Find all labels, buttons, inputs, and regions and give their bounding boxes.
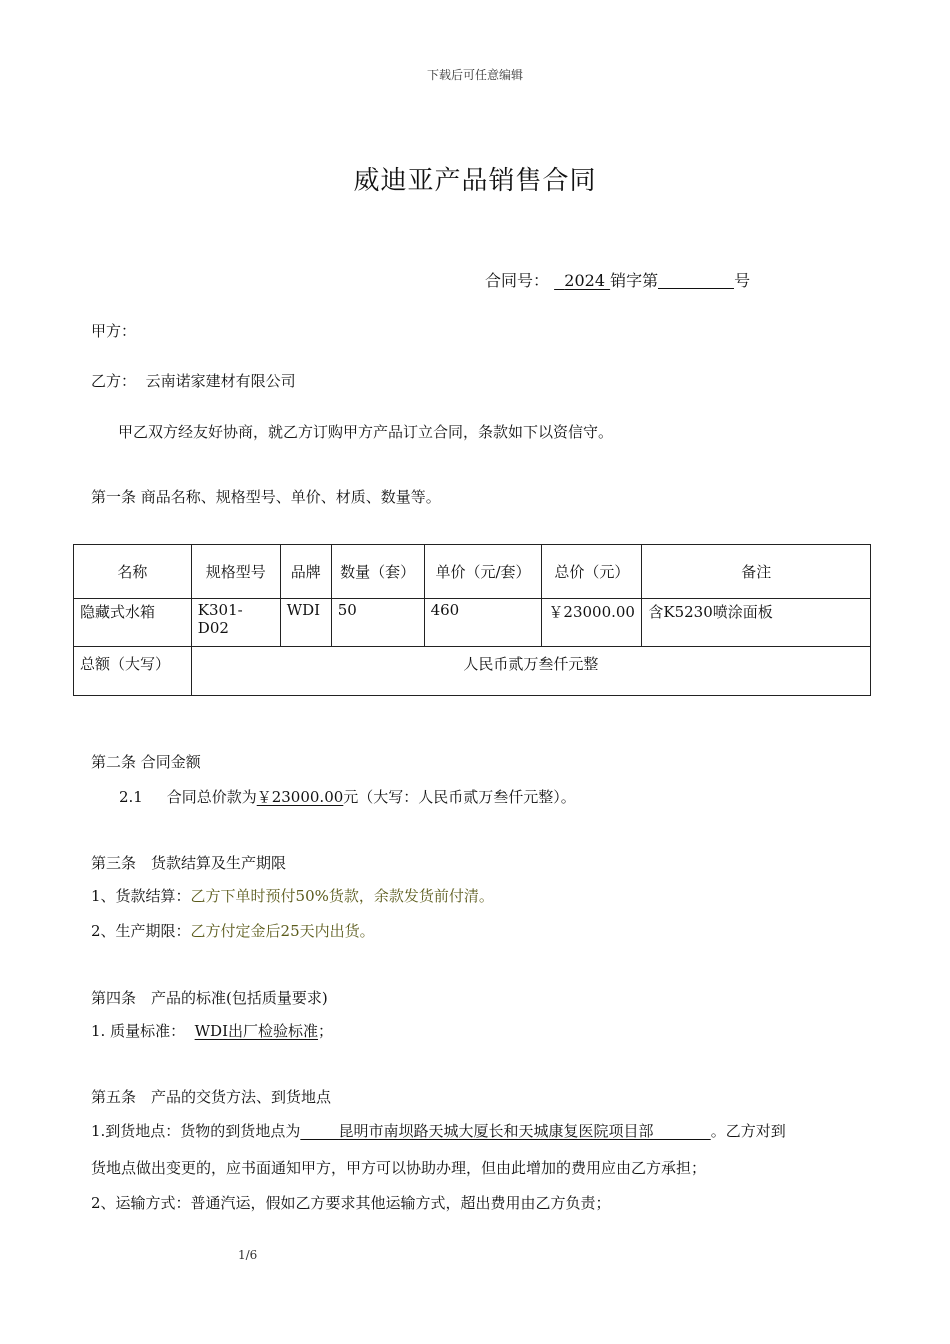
party-b-name: 云南诺家建材有限公司 <box>145 372 296 390</box>
contract-number <box>485 268 750 291</box>
table-row <box>74 599 871 647</box>
article-5-item-1 <box>91 1120 786 1141</box>
article-4-title: 第四条 产品的标准(包括质量要求) <box>91 989 328 1007</box>
table-header-cell: 单价（元/套） <box>424 545 542 599</box>
document-title: 威迪亚产品销售合同 <box>353 166 597 196</box>
table-header-cell: 备注 <box>642 545 871 599</box>
contract-number-end: 号 <box>734 271 751 290</box>
goods-table <box>73 544 871 696</box>
table-cell-total-price: ￥23000.00 <box>542 599 642 647</box>
contract-number-mid: 销字第 <box>610 271 659 290</box>
party-a: 甲方： <box>91 322 137 340</box>
party-b-label: 乙方： <box>91 372 137 390</box>
article-2-item-1 <box>119 786 576 807</box>
table-header-cell: 品牌 <box>280 545 331 599</box>
article-3-title: 第三条 货款结算及生产期限 <box>91 854 287 872</box>
quality-standard: WDI出厂检验标准 <box>194 1022 319 1040</box>
article-5-item-1-line-2: 货地点做出变更的，应书面通知甲方，甲方可以协助办理，但由此增加的费用应由乙方承担； <box>91 1159 707 1177</box>
delivery-post: 。乙方对到 <box>710 1122 786 1140</box>
table-header-cell: 名称 <box>74 545 192 599</box>
table-header-cell: 规格型号 <box>191 545 280 599</box>
contract-number-blank <box>658 270 734 289</box>
payment-label: 1、货款结算： <box>91 887 191 905</box>
quality-end: ； <box>318 1022 334 1040</box>
table-cell-brand: WDI <box>280 599 331 647</box>
table-header-row <box>74 545 871 599</box>
delivery-place: 昆明市南坝路天城大厦长和天城康复医院项目部 <box>338 1122 654 1140</box>
table-header-cell: 数量（套） <box>331 545 424 599</box>
table-total-row <box>74 647 871 696</box>
table-cell-remark: 含K5230喷涂面板 <box>642 599 871 647</box>
article-1-title: 第一条 商品名称、规格型号、单价、材质、数量等。 <box>91 488 441 506</box>
table-total-label: 总额（大写） <box>74 647 192 696</box>
table-cell-quantity: 50 <box>331 599 424 647</box>
article-3-item-2 <box>91 920 375 941</box>
header-note: 下载后可任意编辑 <box>426 68 523 82</box>
article-2-title: 第二条 合同金额 <box>91 753 201 771</box>
table-cell-name: 隐藏式水箱 <box>74 599 192 647</box>
table-cell-model: K301-D02 <box>191 599 280 647</box>
table-cell-unit-price: 460 <box>424 599 542 647</box>
article-3-item-1 <box>91 885 494 906</box>
article-5-title: 第五条 产品的交货方法、到货地点 <box>91 1088 332 1106</box>
production-terms: 乙方付定金后25天内出货。 <box>190 922 375 940</box>
contract-number-label: 合同号： <box>485 271 550 290</box>
delivery-pre: 1.到货地点：货物的到货地点为 <box>91 1122 301 1140</box>
article-2-item-number: 2.1 <box>119 788 143 806</box>
quality-label: 1. 质量标准： <box>91 1022 186 1040</box>
table-total-value: 人民币贰万叁仟元整 <box>191 647 870 696</box>
article-4-item-1 <box>91 1020 333 1041</box>
intro-paragraph: 甲乙双方经友好协商，就乙方订购甲方产品订立合同，条款如下以资信守。 <box>118 423 614 441</box>
article-5-item-2: 2、运输方式：普通汽运，假如乙方要求其他运输方式，超出费用由乙方负责； <box>91 1194 611 1212</box>
article-2-item-pre: 合同总价款为 <box>166 788 257 806</box>
party-b <box>91 370 296 391</box>
production-label: 2、生产期限： <box>91 922 191 940</box>
payment-terms: 乙方下单时预付50%货款，余款发货前付清。 <box>190 887 494 905</box>
contract-amount: ￥23000.00 <box>256 788 344 806</box>
contract-year: 2024 <box>564 271 605 290</box>
page-number: 1/6 <box>238 1248 258 1262</box>
table-header-cell: 总价（元） <box>542 545 642 599</box>
article-2-item-post: 元（大写：人民币贰万叁仟元整）。 <box>343 788 576 806</box>
